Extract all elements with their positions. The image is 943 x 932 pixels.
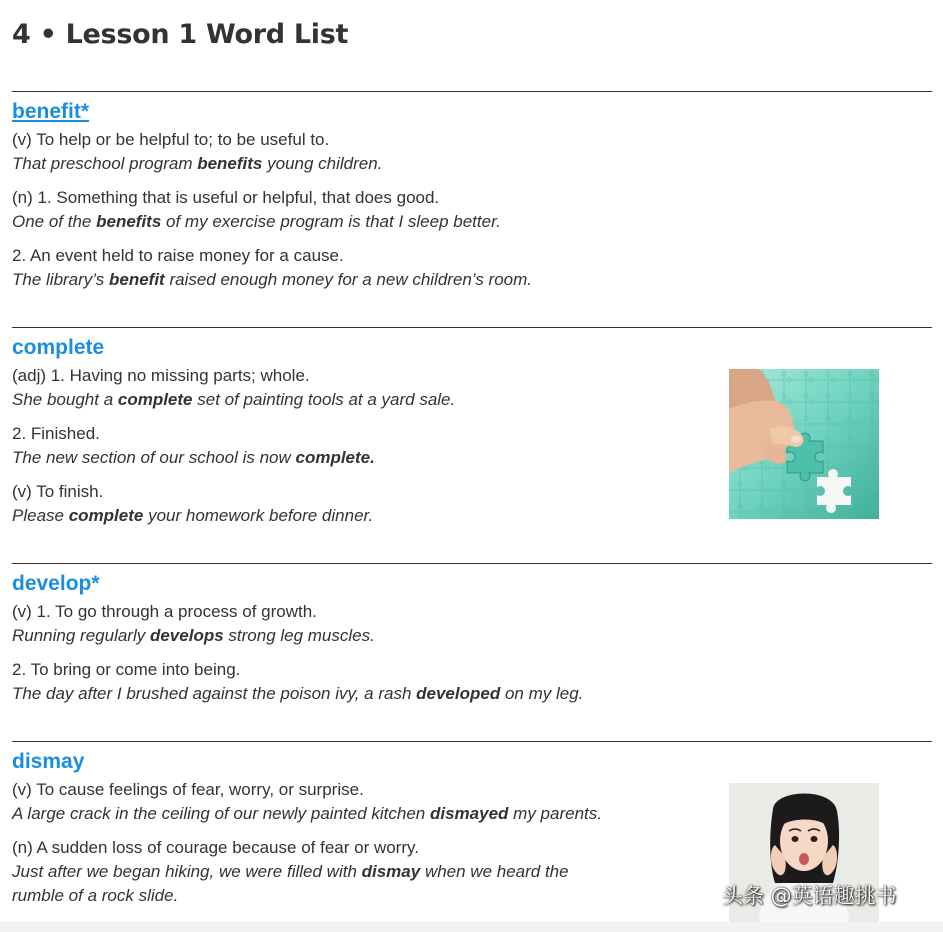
headword: complete xyxy=(12,336,105,359)
keyword: complete xyxy=(117,390,193,409)
entry-benefit xyxy=(12,91,932,302)
sense xyxy=(12,658,932,706)
example-sentence: That preschool program benefits young children. xyxy=(12,154,383,173)
puzzle-image xyxy=(729,369,879,519)
headword-link-benefit[interactable]: benefit* xyxy=(12,100,90,123)
puzzle-hand-illustration xyxy=(729,369,879,519)
keyword: developed xyxy=(416,684,501,703)
definition: (v) To finish. xyxy=(12,482,104,501)
definition: (v) 1. To go through a process of growth. xyxy=(12,602,317,621)
example-sentence: The new section of our school is now complete. xyxy=(12,448,375,467)
keyword: benefits xyxy=(197,154,263,173)
sense xyxy=(12,128,932,176)
keyword: complete xyxy=(68,506,144,525)
sense xyxy=(12,186,932,234)
definition: (v) To help or be helpful to; to be useful to. xyxy=(12,130,330,149)
headword: dismay xyxy=(12,750,85,773)
bottom-bar xyxy=(0,922,943,932)
example-sentence: Running regularly develops strong leg muscles. xyxy=(12,626,375,645)
example-sentence: Please complete your homework before dinner. xyxy=(12,506,374,525)
keyword: benefit xyxy=(109,270,165,289)
keyword: develops xyxy=(149,626,224,645)
example-sentence: The day after I brushed against the poison ivy, a rash developed on my leg. xyxy=(12,684,584,703)
keyword: benefits xyxy=(96,212,162,231)
entry-develop xyxy=(12,563,932,716)
sense xyxy=(12,600,932,648)
definition: 2. Finished. xyxy=(12,424,100,443)
watermark-text: 头条 @英语趣挑书 xyxy=(722,884,897,908)
definition: (v) To cause feelings of fear, worry, or surprise. xyxy=(12,780,364,799)
example-sentence: Just after we began hiking, we were filled with dismay when we heard the rumble of a rock slide. xyxy=(12,862,569,905)
headword: develop* xyxy=(12,572,100,595)
definition: 2. To bring or come into being. xyxy=(12,660,241,679)
definition: (n) 1. Something that is useful or helpful, that does good. xyxy=(12,188,440,207)
definition: (adj) 1. Having no missing parts; whole. xyxy=(12,366,310,385)
example-sentence: The library’s benefit raised enough money for a new children’s room. xyxy=(12,270,533,289)
keyword: complete. xyxy=(295,448,375,467)
sense xyxy=(12,244,932,292)
example-sentence: One of the benefits of my exercise program is that I sleep better. xyxy=(12,212,501,231)
example-sentence: She bought a complete set of painting tools at a yard sale. xyxy=(12,390,456,409)
definition: 2. An event held to raise money for a cause. xyxy=(12,246,344,265)
keyword: dismayed xyxy=(430,804,509,823)
page-title: 4 • Lesson 1 Word List xyxy=(12,19,349,50)
definition: (n) A sudden loss of courage because of fear or worry. xyxy=(12,838,419,857)
example-sentence: A large crack in the ceiling of our newly painted kitchen dismayed my parents. xyxy=(12,804,602,823)
keyword: dismay xyxy=(361,862,421,881)
